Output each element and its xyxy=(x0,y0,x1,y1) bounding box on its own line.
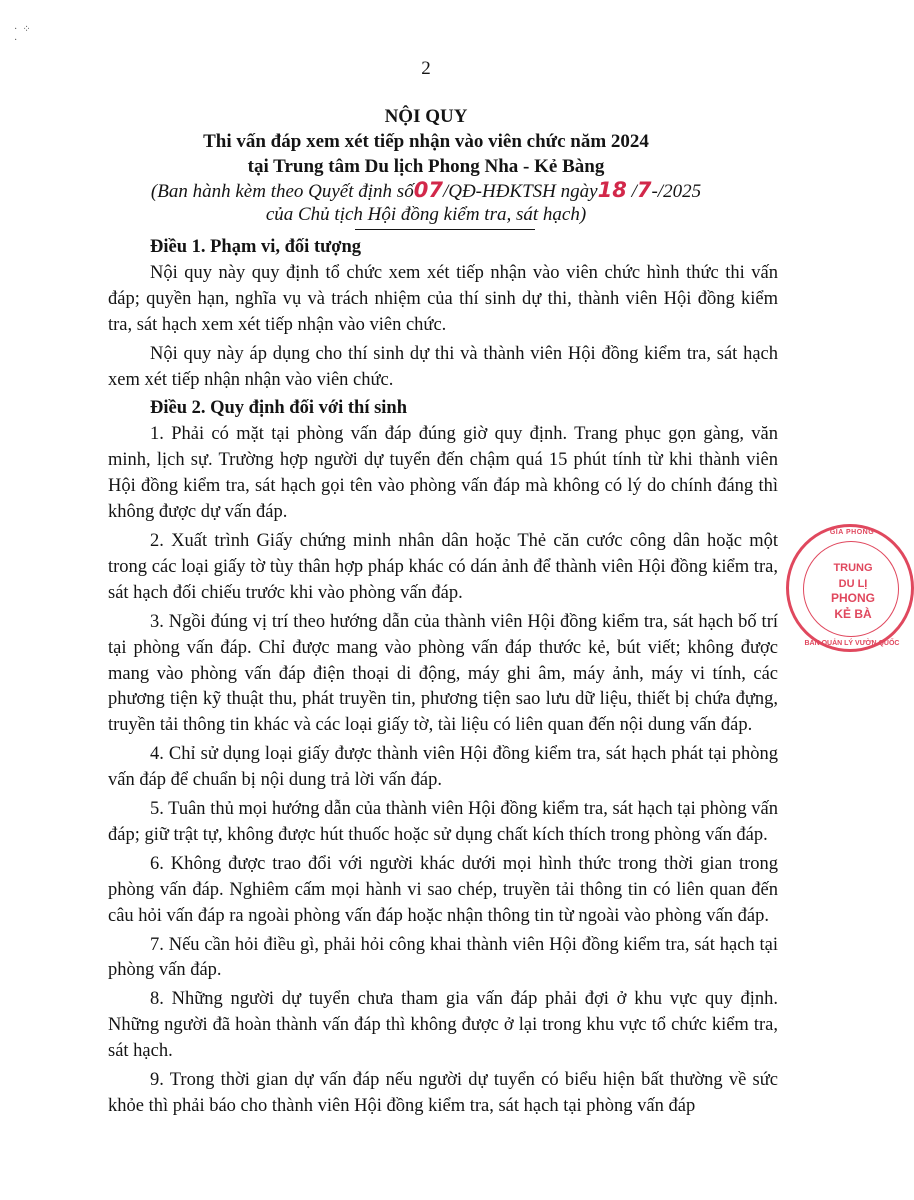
issuance-line-2: của Chủ tịch Hội đồng kiểm tra, sát hạch) xyxy=(265,204,587,225)
seal-ring-top-text: GIA PHONG xyxy=(829,529,875,536)
article-2-item-2: 2. Xuất trình Giấy chứng minh nhân dân hoặc Thẻ căn cước công dân hoặc một trong các loại giấy tờ tùy thân hợp pháp khác có dán ảnh để thành viên Hội đồng kiểm tra, sát hạch đối chiếu trước khi vào phòng vấn đáp. xyxy=(108,530,778,603)
article-2-title: Điều 2. Quy định đối với thí sinh xyxy=(150,398,408,419)
month-handwritten: 7 xyxy=(636,178,652,202)
document-subtitle-2: tại Trung tâm Du lịch Phong Nha - Kẻ Bàng xyxy=(247,156,605,177)
document-body xyxy=(108,233,778,1123)
article-2-item-6: 6. Không được trao đổi với người khác dưới mọi hình thức trong thời gian trong phòng vấn đáp. Nghiêm cấm mọi hành vi sao chép, truyền tải thông tin có liên quan đến câu hỏi vấn đáp ra ngoài phòng vấn đáp hoặc nhận thông tin từ ngoài vào phòng vấn đáp. xyxy=(108,853,778,926)
document-title: NỘI QUY xyxy=(384,106,468,127)
document-subtitle-1: Thi vấn đáp xem xét tiếp nhận vào viên chức năm 2024 xyxy=(203,131,649,152)
seal-line-4: KẺ BÀ xyxy=(834,607,872,621)
article-2-item-5: 5. Tuân thủ mọi hướng dẫn của thành viên Hội đồng kiểm tra, sát hạch tại phòng vấn đáp; giữ trật tự, không được hút thuốc hoặc sử dụng chất kích thích trong phòng vấn đáp. xyxy=(108,799,778,845)
issuance-prefix: (Ban hành kèm theo Quyết định số xyxy=(150,181,414,202)
seal-line-3: PHONG xyxy=(830,591,875,605)
article-1-title: Điều 1. Phạm vi, đối tượng xyxy=(150,237,361,257)
article-2-item-3: 3. Ngồi đúng vị trí theo hướng dẫn của thành viên Hội đồng kiểm tra, sát hạch bố trí tại phòng vấn đáp. Chỉ được mang vào phòng vấn đáp thước kẻ, bút viết; không được mang vào phòng vấn đáp điện thoại di động, máy ghi âm, máy ảnh, máy vi tính, các phương tiện kỹ thuật thu, phát truyền tin, phương tiện sao lưu dữ liệu, thiết bị chứa đựng, truyền tải thông tin khác và các loại giấy tờ, tài liệu có liên quan đến nội dung vấn đáp. xyxy=(108,611,778,736)
article-1-paragraph-1: Nội quy này quy định tổ chức xem xét tiếp nhận vào viên chức hình thức thi vấn đáp; quyền hạn, nghĩa vụ và trách nhiệm của thí sinh dự thi, thành viên Hội đồng kiểm tra, sát hạch xem xét tiếp nhận vào viên chức. xyxy=(108,262,778,335)
scan-specks: · ⁘ · xyxy=(14,24,31,46)
seal-line-2: DU LỊ xyxy=(838,578,868,590)
page-number: 2 xyxy=(421,58,431,79)
decision-number-handwritten: 07 xyxy=(413,178,443,202)
heading-underline xyxy=(355,229,535,230)
issuance-year: -/2025 xyxy=(651,181,702,202)
article-1-paragraph-2: Nội quy này áp dụng cho thí sinh dự thi và thành viên Hội đồng kiểm tra, sát hạch xem xét tiếp nhận nhận vào viên chức. xyxy=(108,343,778,390)
seal-line-1: TRUNG xyxy=(833,562,873,574)
issuance-middle: /QĐ-HĐKTSH ngày xyxy=(442,181,598,202)
day-handwritten: 18 xyxy=(597,178,627,202)
date-separator: / xyxy=(626,181,637,202)
article-2-item-4: 4. Chỉ sử dụng loại giấy được thành viên Hội đồng kiểm tra, sát hạch phát tại phòng vấn đáp để chuẩn bị nội dung trả lời vấn đáp. xyxy=(108,744,778,791)
article-2-item-9: 9. Trong thời gian dự vấn đáp nếu người dự tuyển có biểu hiện bất thường về sức khỏe thì phải báo cho thành viên Hội đồng kiểm tra, sát hạch tại phòng vấn đáp xyxy=(108,1070,778,1116)
issuance-line-1 xyxy=(0,178,852,204)
official-seal xyxy=(786,524,914,652)
article-2-item-1: 1. Phải có mặt tại phòng vấn đáp đúng giờ quy định. Trang phục gọn gàng, văn minh, lịch sự. Trường hợp người dự tuyển đến chậm quá 15 phút tính từ khi thành viên Hội đồng kiểm tra, sát hạch gọi tên vào phòng vấn đáp mà không có lý do chính đáng thì không được dự vấn đáp. xyxy=(108,424,778,523)
article-2-item-8: 8. Những người dự tuyển chưa tham gia vấn đáp phải đợi ở khu vực quy định. Những người đã hoàn thành vấn đáp thì không được ở lại trong khu vực tổ chức kiểm tra, sát hạch. xyxy=(108,989,778,1062)
seal-ring-bottom-text: BAN QUẢN LÝ VƯỜN QUỐC xyxy=(804,640,900,647)
article-2-item-7: 7. Nếu cần hỏi điều gì, phải hỏi công khai thành viên Hội đồng kiểm tra, sát hạch tại phòng vấn đáp. xyxy=(108,934,778,981)
